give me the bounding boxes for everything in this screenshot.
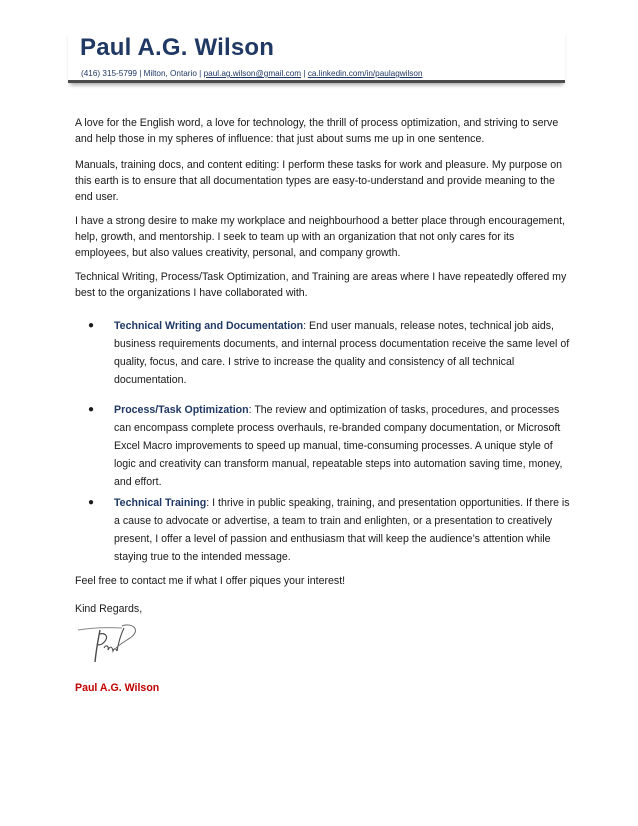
bullet-marker: ● — [88, 320, 95, 331]
bullet-process-optimization — [114, 401, 570, 491]
closing-line: Feel free to contact me if what I offer piques your interest! — [75, 575, 346, 587]
bullet-text: : The review and optimization of tasks, procedures, and processes can encompass complete process overhauls, re-branded company documentation, or Microsoft Excel Macro improvements to speed up manual, time-consuming processes. A unique style of logic and creativity can transform manual, repeatable steps into automation saving time, money, and effort. — [114, 404, 563, 488]
letterhead — [68, 30, 565, 83]
bullet-technical-training — [114, 494, 570, 566]
intro-paragraph: A love for the English word, a love for technology, the thrill of process optimization, and striving to serve and help those in my spheres of influence: that just about sums me up in one sentence. — [75, 117, 559, 145]
handwritten-signature — [76, 618, 156, 668]
areas-paragraph: Technical Writing, Process/Task Optimization, and Training are areas where I have repeatedly offered my best to the organizations I have collaborated with. — [75, 271, 567, 299]
kind-regards: Kind Regards, — [75, 603, 143, 615]
bullet-text: : I thrive in public speaking, training, and presentation opportunities. If there is a cause to advocate or advertise, a team to train and enlighten, or a presentation to creatively present, I offer a level of passion and enthusiasm that will keep the audience’s attention while staying true to the intended message. — [114, 497, 570, 563]
signature-name: Paul A.G. Wilson — [75, 682, 160, 694]
bullet-heading: Process/Task Optimization — [114, 404, 249, 416]
bullet-technical-writing — [114, 317, 570, 389]
contact-separator: | — [303, 69, 306, 78]
applicant-name: Paul A.G. Wilson — [80, 34, 275, 61]
linkedin-link[interactable]: ca.linkedin.com/in/paulagwilson — [307, 69, 423, 78]
desire-paragraph: I have a strong desire to make my workplace and neighbourhood a better place through encouragement, help, growth, and mentorship. I seek to team up with an organization that not only cares for its employees, but also values creativity, personal, and company growth. — [75, 215, 565, 259]
bullet-heading: Technical Training — [114, 497, 207, 509]
purpose-paragraph: Manuals, training docs, and content editing: I perform these tasks for work and pleasure. My purpose on this earth is to ensure that all documentation types are easy-to-understand and provide meaning to the end user. — [75, 159, 562, 203]
phone-location: (416) 315-5799 | Milton, Ontario | — [81, 69, 202, 78]
bullet-marker: ● — [88, 497, 95, 508]
bullet-marker: ● — [88, 404, 95, 415]
bullet-text: : End user manuals, release notes, technical job aids, business requirements documents, and internal process documentation receive the same level of quality, focus, and care. I strive to increase the quality and consistency of all technical documentation. — [114, 320, 570, 386]
bullet-heading: Technical Writing and Documentation — [114, 320, 304, 332]
contact-line — [81, 69, 423, 78]
email-link[interactable]: paul.ag.wilson@gmail.com — [203, 69, 302, 78]
